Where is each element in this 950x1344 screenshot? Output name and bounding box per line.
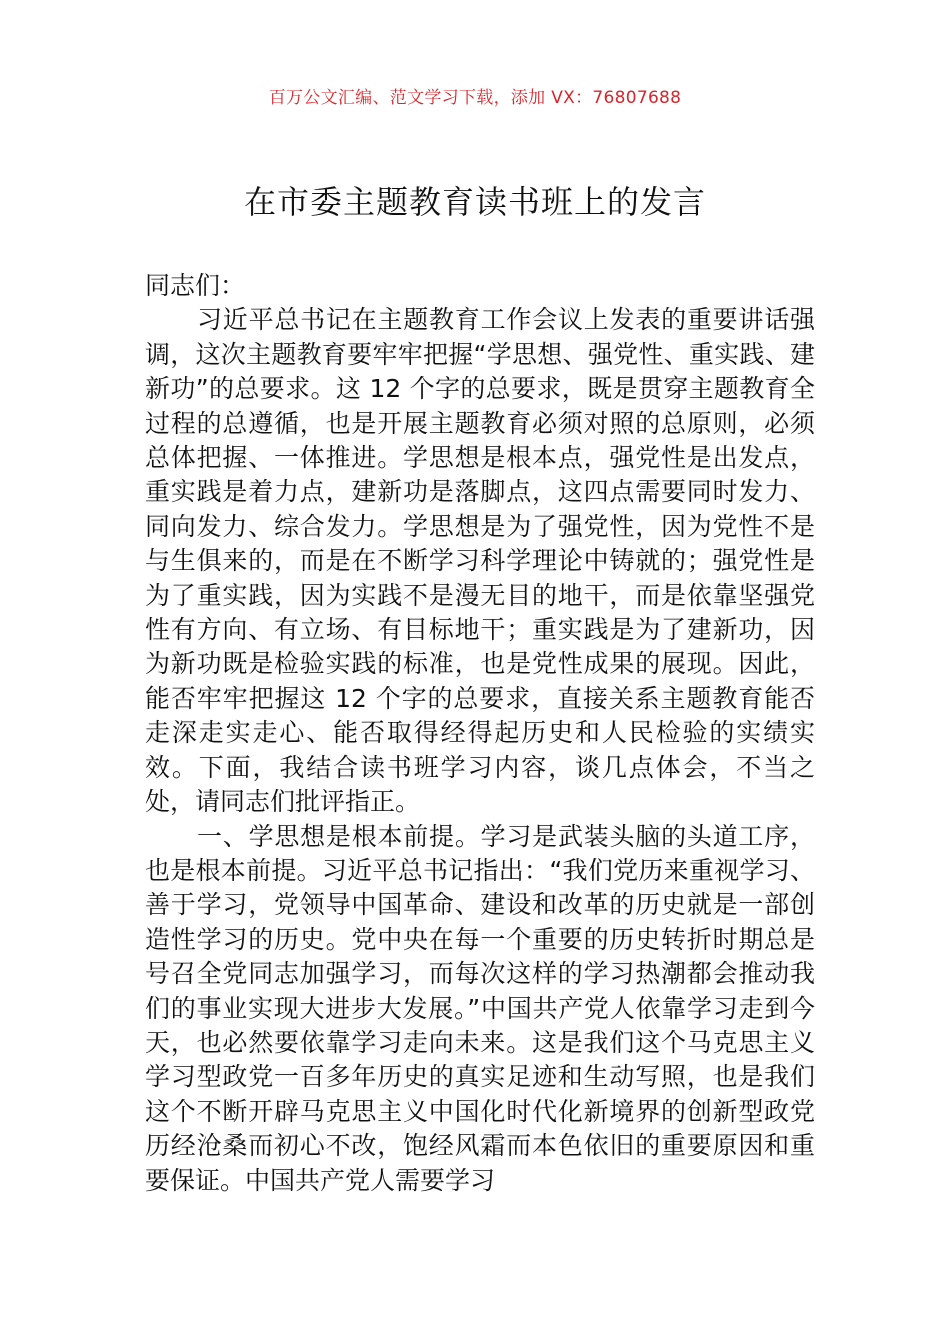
paragraph-intro: 习近平总书记在主题教育工作会议上发表的重要讲话强调，这次主题教育要牢牢把握“学思想、强党性、重实践、建新功”的总要求。这 12 个字的总要求，既是贯穿主题教育全过程的总遵循，也是开展主题教育必须对照的总原则，必须总体把握、一体推进。学思想是根本点，强党性是出发点，重实践是着力点，建新功是落脚点，这四点需要同时发力、同向发力、综合发力。学思想是为了强党性，因为党性不是与生俱来的，而是在不断学习科学理论中铸就的；强党性是为了重实践，因为实践不是漫无目的地干，而是依靠坚强党性有方向、有立场、有目标地干；重实践是为了建新功，因为新功既是检验实践的标准，也是党性成果的展现。因此，能否牢牢把握这 12 个字的总要求，直接关系主题教育能否走深走实走心、能否取得经得起历史和人民检验的实绩实效。下面，我结合读书班学习内容，谈几点体会，不当之处，请同志们批评指正。 — [145, 305, 815, 817]
document-body — [145, 269, 815, 1198]
paragraph-section-one: 一、学思想是根本前提。学习是武装头脑的头道工序，也是根本前提。习近平总书记指出：“我们党历来重视学习、善于学习，党领导中国革命、建设和改革的历史就是一部创造性学习的历史。党中央在每一个重要的历史转折时期总是号召全党同志加强学习，而每次这样的学习热潮都会推动我们的事业实现大进步大发展。”中国共产党人依靠学习走到今天，也必然要依靠学习走向未来。这是我们这个马克思主义学习型政党一百多年历史的真实足迹和生动写照，也是我们这个不断开辟马克思主义中国化时代化新境界的创新型政党历经沧桑而初心不改，饱经风霜而本色依旧的重要原因和重要保证。中国共产党人需要学习 — [145, 821, 815, 1195]
salutation: 同志们： — [145, 271, 246, 300]
document-title: 在市委主题教育读书班上的发言 — [243, 183, 706, 221]
header-watermark-note: 百万公文汇编、范文学习下载，添加 VX：76807688 — [268, 88, 682, 108]
